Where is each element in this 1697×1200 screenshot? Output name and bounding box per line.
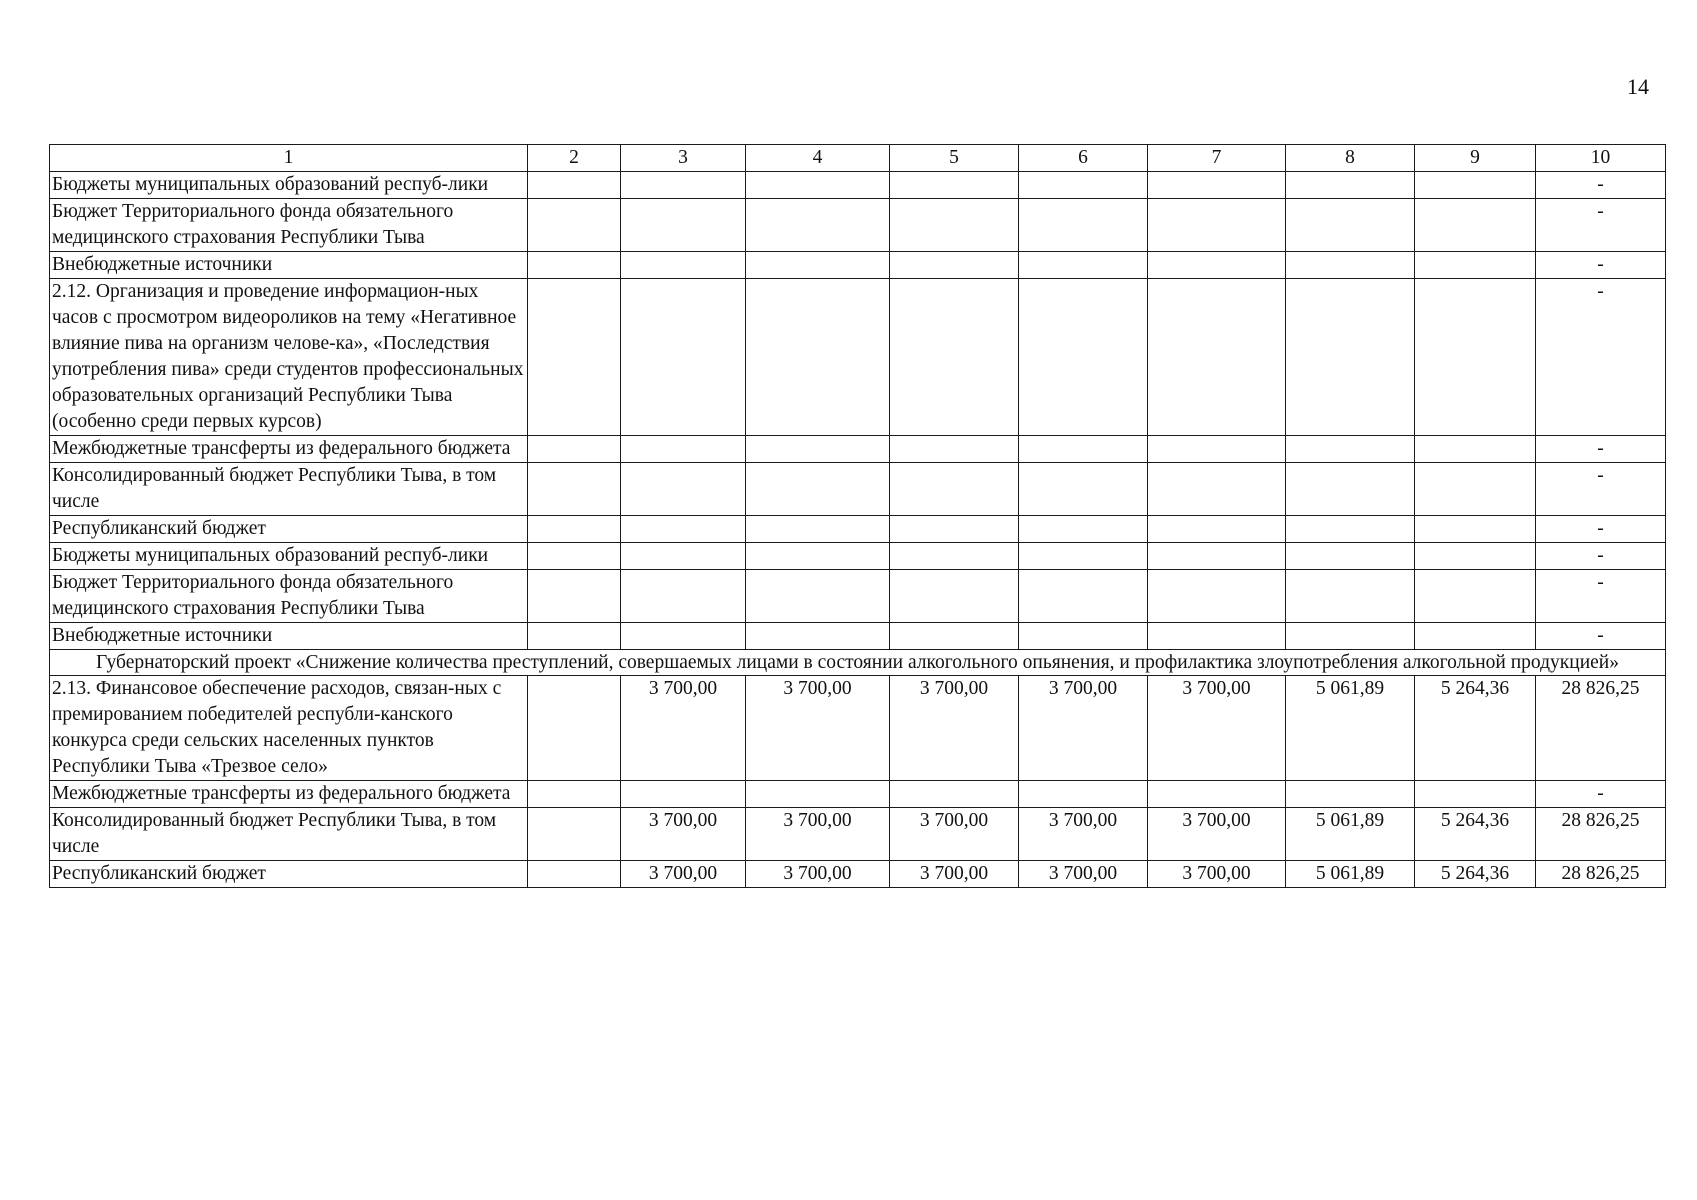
value-cell — [1019, 781, 1148, 808]
value-cell — [528, 808, 621, 861]
value-cell — [890, 781, 1019, 808]
value-cell — [528, 252, 621, 279]
row-label: Бюджеты муниципальных образований респуб-лики — [50, 543, 528, 570]
value-cell — [621, 570, 746, 623]
value-cell: 3 700,00 — [1019, 861, 1148, 888]
value-cell: 3 700,00 — [890, 861, 1019, 888]
value-cell — [621, 543, 746, 570]
table-row — [50, 436, 1666, 463]
row-label: Бюджеты муниципальных образований респуб-лики — [50, 172, 528, 199]
row-label: Бюджет Территориального фонда обязательного медицинского страхования Республики Тыва — [50, 570, 528, 623]
value-cell — [1148, 252, 1286, 279]
value-cell — [1019, 436, 1148, 463]
value-cell: 3 700,00 — [1148, 676, 1286, 781]
value-cell — [528, 676, 621, 781]
value-cell — [1148, 570, 1286, 623]
total-cell: 28 826,25 — [1536, 861, 1666, 888]
value-cell: 3 700,00 — [746, 676, 890, 781]
value-cell: 5 264,36 — [1415, 676, 1536, 781]
total-cell: - — [1536, 516, 1666, 543]
value-cell — [890, 570, 1019, 623]
value-cell — [1148, 623, 1286, 650]
value-cell — [1286, 463, 1415, 516]
value-cell — [1286, 781, 1415, 808]
value-cell — [1415, 252, 1536, 279]
value-cell — [1415, 570, 1536, 623]
value-cell — [1019, 516, 1148, 543]
value-cell — [890, 252, 1019, 279]
value-cell — [1148, 463, 1286, 516]
column-header: 7 — [1148, 145, 1286, 172]
value-cell — [1415, 516, 1536, 543]
column-header: 5 — [890, 145, 1019, 172]
value-cell: 3 700,00 — [621, 861, 746, 888]
value-cell — [746, 543, 890, 570]
value-cell: 3 700,00 — [890, 676, 1019, 781]
value-cell: 5 264,36 — [1415, 861, 1536, 888]
table-row — [50, 252, 1666, 279]
section-body — [50, 650, 1666, 676]
value-cell — [890, 436, 1019, 463]
row-label: Республиканский бюджет — [50, 516, 528, 543]
value-cell — [746, 279, 890, 436]
value-cell: 5 264,36 — [1415, 808, 1536, 861]
value-cell — [1415, 279, 1536, 436]
section-row — [50, 650, 1666, 676]
value-cell — [890, 623, 1019, 650]
column-header: 9 — [1415, 145, 1536, 172]
table-row — [50, 463, 1666, 516]
value-cell — [528, 623, 621, 650]
row-label: Внебюджетные источники — [50, 623, 528, 650]
row-label: 2.13. Финансовое обеспечение расходов, связан-ных с премированием победителей республи-канского конкурса среди сельских населенных пунктов Республики Тыва «Трезвое село» — [50, 676, 528, 781]
value-cell — [621, 436, 746, 463]
value-cell: 5 061,89 — [1286, 861, 1415, 888]
value-cell — [890, 199, 1019, 252]
total-cell: - — [1536, 543, 1666, 570]
value-cell — [890, 172, 1019, 199]
value-cell — [1019, 172, 1148, 199]
value-cell — [890, 463, 1019, 516]
value-cell — [528, 279, 621, 436]
row-label: Республиканский бюджет — [50, 861, 528, 888]
value-cell: 3 700,00 — [1019, 808, 1148, 861]
value-cell — [1148, 781, 1286, 808]
column-header: 6 — [1019, 145, 1148, 172]
value-cell — [746, 199, 890, 252]
table-body-upper — [50, 172, 1666, 650]
value-cell — [1286, 252, 1415, 279]
value-cell — [1148, 436, 1286, 463]
column-header: 8 — [1286, 145, 1415, 172]
row-label: Внебюджетные источники — [50, 252, 528, 279]
total-cell: - — [1536, 279, 1666, 436]
value-cell — [528, 781, 621, 808]
value-cell — [621, 172, 746, 199]
value-cell — [1148, 172, 1286, 199]
value-cell: 5 061,89 — [1286, 676, 1415, 781]
total-cell: - — [1536, 199, 1666, 252]
value-cell — [1415, 781, 1536, 808]
value-cell — [1286, 436, 1415, 463]
row-label: Консолидированный бюджет Республики Тыва, в том числе — [50, 463, 528, 516]
page-number: 14 — [1627, 74, 1649, 99]
column-number-row — [50, 145, 1666, 172]
value-cell — [1415, 623, 1536, 650]
column-header: 4 — [746, 145, 890, 172]
column-header: 2 — [528, 145, 621, 172]
value-cell: 3 700,00 — [1148, 861, 1286, 888]
value-cell — [746, 172, 890, 199]
value-cell — [621, 623, 746, 650]
table-row — [50, 781, 1666, 808]
section-title: Губернаторский проект «Снижение количества преступлений, совершаемых лицами в состоянии алкогольного опьянения, и профилактика злоупотребления алкогольной продукцией» — [50, 650, 1666, 676]
total-cell: - — [1536, 781, 1666, 808]
value-cell — [528, 199, 621, 252]
value-cell — [1415, 199, 1536, 252]
value-cell — [1286, 199, 1415, 252]
value-cell — [746, 436, 890, 463]
value-cell — [528, 172, 621, 199]
table-row — [50, 623, 1666, 650]
value-cell — [746, 463, 890, 516]
table-row — [50, 808, 1666, 861]
value-cell — [1019, 570, 1148, 623]
value-cell — [1286, 172, 1415, 199]
total-cell: 28 826,25 — [1536, 676, 1666, 781]
value-cell — [746, 570, 890, 623]
table-row — [50, 516, 1666, 543]
value-cell — [890, 279, 1019, 436]
value-cell — [1286, 570, 1415, 623]
value-cell — [746, 781, 890, 808]
column-header: 10 — [1536, 145, 1666, 172]
total-cell: - — [1536, 252, 1666, 279]
row-label: Консолидированный бюджет Республики Тыва, в том числе — [50, 808, 528, 861]
value-cell — [528, 436, 621, 463]
budget-table — [49, 144, 1666, 888]
value-cell: 3 700,00 — [1019, 676, 1148, 781]
value-cell — [621, 463, 746, 516]
total-cell: - — [1536, 570, 1666, 623]
value-cell: 3 700,00 — [890, 808, 1019, 861]
total-cell: - — [1536, 172, 1666, 199]
value-cell: 3 700,00 — [746, 808, 890, 861]
value-cell — [621, 199, 746, 252]
value-cell — [1148, 199, 1286, 252]
value-cell — [890, 543, 1019, 570]
value-cell: 3 700,00 — [621, 676, 746, 781]
value-cell — [621, 516, 746, 543]
value-cell — [1019, 623, 1148, 650]
row-label: 2.12. Организация и проведение информацион-ных часов с просмотром видеороликов на тему «Негативное влияние пива на организм челове-ка», «Последствия употребления пива» среди студентов профессиональных образовательных организаций Республики Тыва (особенно среди первых курсов) — [50, 279, 528, 436]
value-cell — [890, 516, 1019, 543]
table-row — [50, 861, 1666, 888]
row-label: Межбюджетные трансферты из федерального бюджета — [50, 781, 528, 808]
value-cell — [1415, 436, 1536, 463]
table-row — [50, 172, 1666, 199]
value-cell — [1286, 279, 1415, 436]
value-cell — [746, 623, 890, 650]
value-cell: 3 700,00 — [1148, 808, 1286, 861]
value-cell — [1415, 172, 1536, 199]
table-row — [50, 279, 1666, 436]
table-row — [50, 676, 1666, 781]
value-cell — [1148, 516, 1286, 543]
total-cell: 28 826,25 — [1536, 808, 1666, 861]
value-cell — [528, 861, 621, 888]
value-cell — [528, 463, 621, 516]
value-cell: 3 700,00 — [746, 861, 890, 888]
value-cell — [1415, 543, 1536, 570]
column-header: 3 — [621, 145, 746, 172]
value-cell — [1286, 543, 1415, 570]
value-cell — [1148, 279, 1286, 436]
total-cell: - — [1536, 463, 1666, 516]
total-cell: - — [1536, 623, 1666, 650]
value-cell — [621, 781, 746, 808]
row-label: Бюджет Территориального фонда обязательного медицинского страхования Республики Тыва — [50, 199, 528, 252]
table-row — [50, 543, 1666, 570]
value-cell — [1148, 543, 1286, 570]
value-cell — [1019, 463, 1148, 516]
row-label: Межбюджетные трансферты из федерального бюджета — [50, 436, 528, 463]
value-cell — [746, 252, 890, 279]
value-cell — [1019, 279, 1148, 436]
value-cell: 3 700,00 — [621, 808, 746, 861]
value-cell — [1415, 463, 1536, 516]
value-cell — [528, 516, 621, 543]
table-row — [50, 199, 1666, 252]
value-cell — [528, 570, 621, 623]
value-cell — [1019, 252, 1148, 279]
value-cell — [1286, 516, 1415, 543]
value-cell — [621, 279, 746, 436]
value-cell — [528, 543, 621, 570]
total-cell: - — [1536, 436, 1666, 463]
value-cell — [1286, 623, 1415, 650]
value-cell — [1019, 543, 1148, 570]
table-row — [50, 570, 1666, 623]
table-body-lower — [50, 676, 1666, 888]
value-cell — [621, 252, 746, 279]
value-cell — [1019, 199, 1148, 252]
column-header: 1 — [50, 145, 528, 172]
value-cell: 5 061,89 — [1286, 808, 1415, 861]
value-cell — [746, 516, 890, 543]
